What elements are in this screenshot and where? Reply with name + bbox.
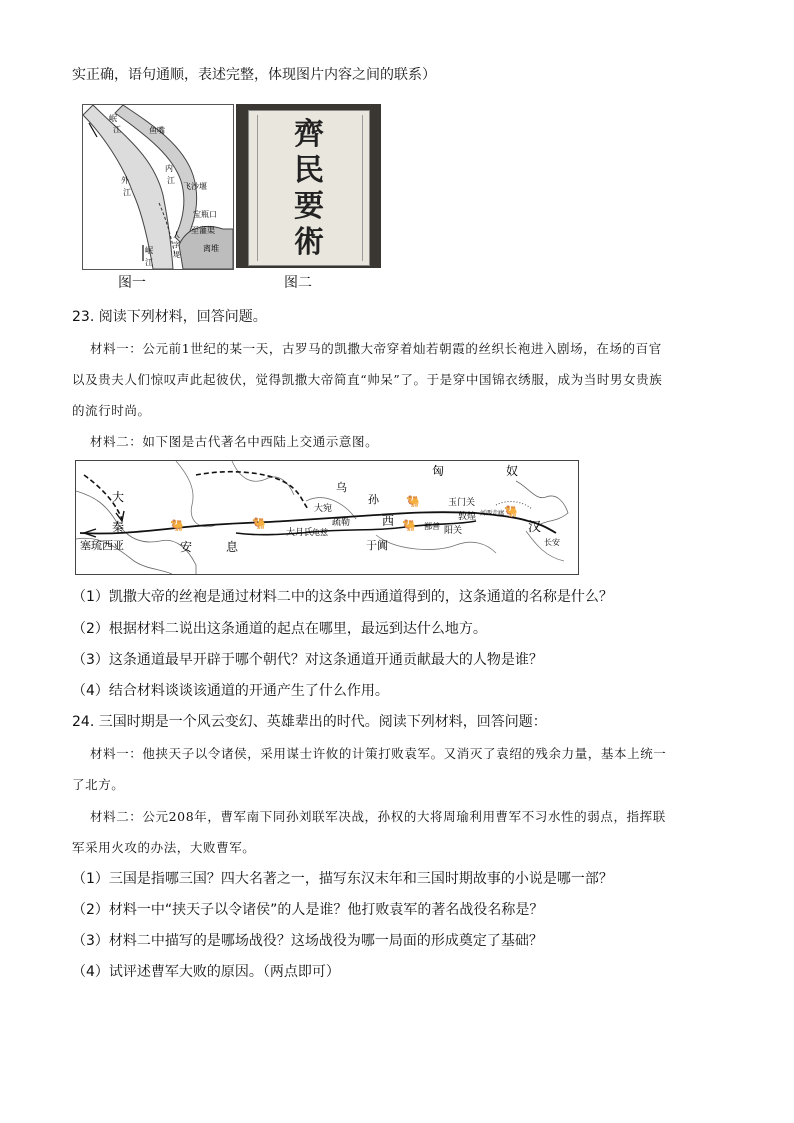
- figure-1-caption: 图一: [118, 275, 146, 291]
- label-neijiang-a: 内: [165, 164, 173, 173]
- book-title-char-4: 術: [294, 225, 324, 260]
- q23-sub2: （2）根据材料二说出这条通道的起点在哪里，最远到达什么地方。: [72, 621, 487, 637]
- q24-sub3: （3）材料二中描写的是哪场战役？这场战役为哪一局面的形成奠定了基础？: [72, 933, 543, 949]
- q24-material1-line1: 材料一：他挟天子以令诸侯，采用谋士许攸的计策打败袁军。又消灭了袁绍的残余力量，基本上统一: [90, 746, 667, 761]
- q23-material2: 材料二：如下图是古代著名中西陆上交通示意图。: [90, 434, 379, 449]
- label-waijiang-a: 外: [121, 176, 129, 185]
- book-title: [249, 117, 369, 261]
- q24-stem: 24. 三国时期是一个风云变幻、英雄辈出的时代。阅读下列材料，回答问题：: [72, 714, 547, 730]
- map-dunhuang: 敦煌: [458, 512, 477, 522]
- svg-text:🐫: 🐫: [170, 519, 184, 532]
- q23-stem: 23. 阅读下列材料，回答问题。: [72, 309, 267, 325]
- book-cover: [248, 110, 370, 266]
- figure-1: [82, 104, 234, 270]
- label-renzidi-b: 字: [173, 241, 180, 249]
- map-anxi-b: 息: [226, 540, 239, 554]
- map-shanshan: 鄯善: [424, 522, 440, 531]
- map-yangguan: 阳关: [444, 526, 463, 536]
- q23-material1-line3: 的流行时尚。: [72, 403, 151, 418]
- map-wusun-a: 乌: [336, 481, 347, 494]
- map-tiaozhi: 塞琉西亚: [80, 539, 124, 552]
- silk-road-map-svg: [76, 461, 578, 574]
- map-daqin-a: 大: [112, 490, 125, 504]
- label-minjiang2-a: 岷: [145, 246, 153, 255]
- map-han: 汉: [528, 520, 542, 535]
- map-dayuezhi: 大月氏: [286, 528, 314, 538]
- svg-text:🐫: 🐫: [504, 505, 518, 518]
- dujiangyan-diagram: [83, 105, 233, 269]
- q24-material2-line1: 材料二：公元208年，曹军南下同孙刘联军决战，孙权的大将周瑜利用曹军不习水性的弱点，指挥联: [90, 809, 666, 824]
- q23-material1-line2: 以及贵夫人们惊叹声此起彼伏，觉得凯撒大帝简直“帅呆”了。于是穿中国锦衣绣服，成为当时男女贵族: [72, 372, 663, 387]
- label-feishayan: 飞沙堰: [183, 182, 207, 191]
- label-minjiang-a: 岷: [109, 114, 117, 123]
- map-shule: 疏勒: [332, 518, 351, 528]
- q23-material1-line1: 材料一：公元前1世纪的某一天，古罗马的凯撒大帝穿着灿若朝霞的丝织长袍进入剧场，在场的百官: [90, 341, 662, 356]
- label-guanqu: 至灌渠: [191, 226, 215, 235]
- book-title-char-1: 齊: [294, 117, 324, 152]
- svg-text:🐫: 🐫: [406, 495, 420, 508]
- map-anxi-a: 安: [180, 540, 193, 554]
- map-xi: 西: [382, 514, 395, 528]
- map-yumenguan: 玉门关: [448, 498, 476, 508]
- map-dayuan: 大宛: [314, 504, 333, 514]
- q23-sub3: （3）这条通道最早开辟于哪个朝代？对这条通道开通贡献最大的人物是谁？: [72, 652, 543, 668]
- svg-text:🐫: 🐫: [402, 519, 416, 532]
- q24-material2-line2: 军采用火攻的办法，大败曹军。: [72, 840, 256, 855]
- label-renzidi-a: 人: [173, 231, 180, 239]
- map-changan: 长安: [544, 538, 560, 547]
- map-hexi: 河西走廊: [480, 510, 505, 517]
- label-lidui: 离堆: [203, 244, 219, 253]
- label-baopingkou: 宝瓶口: [193, 210, 217, 219]
- map-wusun-b: 孙: [368, 493, 379, 506]
- map-xiongnu-b: 奴: [506, 464, 519, 478]
- map-qiuci: 龟兹: [312, 528, 328, 537]
- label-minjiang2-b: 江: [145, 258, 153, 267]
- q23-sub1: （1）凯撒大帝的丝袍是通过材料二中的这条中西通道得到的，这条通道的名称是什么？: [72, 589, 613, 605]
- book-title-char-2: 民: [294, 153, 324, 188]
- map-yutian: 于阗: [366, 539, 388, 552]
- q24-sub2: （2）材料一中“挟天子以令诸侯”的人是谁？他打败袁军的著名战役名称是？: [72, 902, 544, 918]
- q24-material1-line2: 了北方。: [72, 777, 125, 792]
- label-neijiang-b: 江: [167, 176, 175, 185]
- figure-2: [236, 104, 381, 268]
- map-xiongnu-a: 匈: [432, 464, 445, 478]
- intro-tail: 实正确，语句通顺，表述完整，体现图片内容之间的联系）: [72, 67, 436, 83]
- svg-text:🐫: 🐫: [252, 517, 266, 530]
- map-daqin-b: 秦: [112, 520, 125, 534]
- label-waijiang-b: 江: [123, 188, 131, 197]
- book-title-char-3: 要: [294, 189, 324, 224]
- label-yuzui: 鱼嘴: [149, 126, 165, 135]
- q24-sub4: （4）试评述曹军大败的原因。（两点即可）: [72, 964, 340, 980]
- q23-sub4: （4）结合材料谈谈该通道的开通产生了什么作用。: [72, 683, 389, 699]
- label-minjiang-b: 江: [113, 125, 121, 134]
- silk-road-map: [75, 460, 579, 575]
- figure-2-caption: 图二: [284, 275, 312, 291]
- q24-sub1: （1）三国是指哪三国？四大名著之一，描写东汉末年和三国时期故事的小说是哪一部？: [72, 871, 613, 887]
- label-renzidi-c: 堤: [173, 251, 180, 259]
